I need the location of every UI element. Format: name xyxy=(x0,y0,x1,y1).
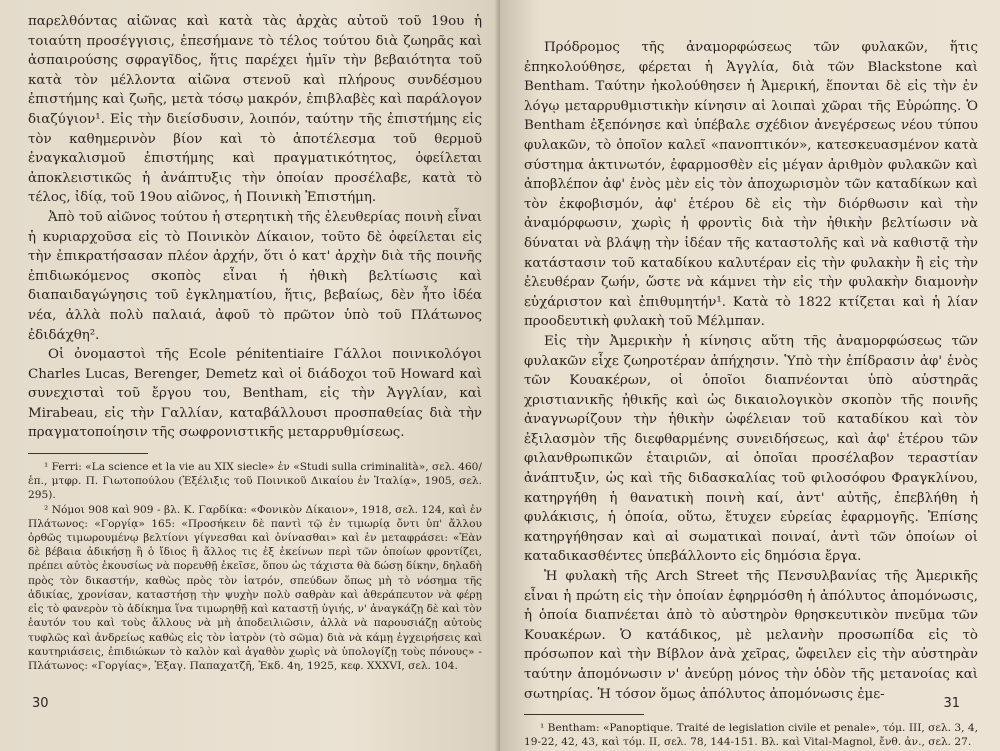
right-paragraph-3: Ἡ φυλακὴ τῆς Arch Street τῆς Πενσυλβανίας τῆς Ἀμερικῆς εἶναι ἡ πρώτη εἰς τὴν ὁποίαν ἐφηρμόσθη ἡ ἀπόλυτος ἀπομόνωσις, ἡ ὁποία διαπνέεται ἀπὸ τὸ αὐστηρὸν θρησκευτικὸν πνεῦμα τῶν Κουακέρων. Ὁ κατάδικος, μὲ μελανὴν προσωπίδα εἰς τὸ πρόσωπον καὶ τὴν Βίβλον ἀνὰ χεῖρας, ὤφειλεν εἰς τὴν αὐστηρὰν ταύτην ἀπομόνωσιν ν' ἀνεύρῃ μόνος τὴν ὁδὸν τῆς μετανοίας καὶ σωτηρίας. Ἡ τόσον ὅμως ἀπόλυτος ἀπομόνωσις ἐμε- xyxy=(524,569,978,702)
left-page-number: 30 xyxy=(32,696,49,711)
right-footnote-rule xyxy=(524,714,644,715)
left-paragraph-3: Οἱ ὀνομαστοὶ τῆς Ecole pénitentiaire Γάλλοι ποινικολόγοι Charles Lucas, Berenger, Demetz καὶ οἱ διάδοχοι τοῦ Howard καὶ συνεχισταὶ τοῦ ἔργου του, Bentham, εἰς τὴν Ἀγγλίαν, καὶ Mirabeau, εἰς τὴν Γαλλίαν, καταβάλλουσι προσπαθείας διὰ τὴν πραγματοποίησιν τῆς σωφρονιστικῆς μεταρρυθμίσεως. xyxy=(28,347,482,441)
right-paragraph-2: Εἰς τὴν Ἀμερικὴν ἡ κίνησις αὕτη τῆς ἀναμορφώσεως τῶν φυλακῶν εἶχε ζωηροτέραν ἀπήχησιν. Ὑπὸ τὴν ἐπίδρασιν ἀφ' ἑνὸς τῶν Κουακέρων, οἱ ὁποῖοι διαπνέονται ὑπὸ αὐστηρᾶς χριστιανικῆς ἠθικῆς καὶ ὡς δικαιολογικὸν σκοπὸν τῆς ποινῆς ἀναγνωρίζουν τὴν ἠθικὴν ὠφέλειαν τοῦ καταδίκου καὶ τὸν ἐξιλασμὸν τῆς διεφθαρμένης συνειδήσεως, καὶ ἀφ' ἑτέρου τῶν φιλανθρωπικῶν ἑταιριῶν, αἱ ὁποῖαι προσέλαβον τεραστίαν ἀνάπτυξιν, ὡς καὶ τῆς διδασκαλίας τοῦ φιλοσόφου Φραγκλίνου, κατηργήθη ἡ θανατικὴ ποινὴ καί, ἀντ' αὐτῆς, ἐπεβλήθη ἡ φυλάκισις, ἡ ὁποία, οὕτω, ἔτυχεν εὐρείας ἐφαρμογῆς. Ἐπίσης κατηργήθησαν καὶ αἱ σωματικαὶ ποιναί, ἀντὶ τῶν ὁποίων οἱ καταδικασθέντες ὑπεβάλλοντο εἰς δημόσια ἔργα. xyxy=(524,333,978,565)
left-paragraph-1: παρελθόντας αἰῶνας καὶ κατὰ τὰς ἀρχὰς αὐτοῦ τοῦ 19ου ἡ τοιαύτη προσέγγισις, ἐπεσήμανε τὸ τέλος τούτου διὰ ζωηρᾶς καὶ ἀσπαιρούσης σφραγῖδος, ἥτις παρέχει ἡμῖν τὴν βεβαιότητα τοῦ κατὰ τὸν μέλλοντα αἰῶνα στενοῦ καὶ πλήρους συνδέσμου ἐπιστήμης καὶ ζωῆς, μετὰ τόσῳ μακρόν, ἐπιβλαβὲς καὶ παράλογον διαζύγιον¹. Εἰς τὴν διείσδυσιν, λοιπόν, ταύτην τῆς ἐπιστήμης εἰς τὸν καθημερινὸν βίον καὶ τὸ ἀποτέλεσμα τοῦ θερμοῦ ἐναγκαλισμοῦ ἐπιστήμης καὶ πραγματικότητος, ὀφείλεται ἀποκλειστικῶς ἡ ἀνάπτυξις τὴν ὁποίαν προσέλαβε, κατὰ τὸ τέλος, ἰδίᾳ, τοῦ 19ου αἰῶνος, ἡ Ποινικὴ Ἐπιστήμη. xyxy=(28,14,482,206)
right-paragraph-1: Πρόδρομος τῆς ἀναμορφώσεως τῶν φυλακῶν, ἥτις ἐπηκολούθησε, φέρεται ἡ Ἀγγλία, διὰ τῶν Blackstone καὶ Bentham. Ταύτην ἠκολούθησεν ἡ Ἀμερική, ἕπονται δὲ εἰς τὴν ἐν λόγῳ μεταρρυθμιστικὴν κίνησιν αἱ λοιπαὶ χῶραι τῆς Εὐρώπης. Ὁ Bentham ἐξεπόνησε καὶ ὑπέβαλε σχέδιον ἀνεγέρσεως νέου τύπου φυλακῶν, τὸ ὁποῖον καλεῖ «πανοπτικόν», κατεσκευασμένον κατὰ σύστημα ἀκτινωτόν, ἐφαρμοσθὲν εἰς μέγαν ἀριθμὸν φυλακῶν καὶ ἀποβλέπον ἀφ' ἑνὸς μὲν εἰς τὸν ἀποχωρισμὸν τῶν καταδίκων καὶ τὸν ἐκφοβισμόν, ἀφ' ἑτέρου δὲ εἰς τὴν διόρθωσιν καὶ τὴν ἀναμόρφωσιν, χωρὶς ἡ φροντὶς διὰ τὴν ἠθικὴν βελτίωσιν νὰ δύναται νὰ βλάψῃ τὴν ἰδέαν τῆς καταστολῆς καὶ νὰ καθιστᾷ τὴν κατάστασιν τοῦ καταδίκου καλυτέραν εἰς τὴν φυλακὴν ἢ εἰς τὴν ἐλευθέραν ζωήν, ὥστε νὰ κάμνει τὴν εἰς τὴν φυλακὴν διαμονὴν εὐχάριστον καὶ ἐπιθυμητήν¹. Κατὰ τὸ 1822 κτίζεται καὶ ἡ λίαν προοδευτικὴ φυλακὴ τοῦ Μέλμπαν. xyxy=(524,40,978,330)
right-body-text xyxy=(524,38,978,704)
left-paragraph-2: Ἀπὸ τοῦ αἰῶνος τούτου ἡ στερητικὴ τῆς ἐλευθερίας ποινὴ εἶναι ἡ κυριαρχοῦσα εἰς τὸ Ποινικὸν Δίκαιον, τοῦτο δὲ ὀφείλεται εἰς τὴν ἐπικρατήσασαν πλέον ἀρχήν, ὅτι ὁ κατ' ἀρχὴν διὰ τῆς ποινῆς ἐπιδιωκόμενος σκοπὸς εἶναι ἡ ἠθικὴ βελτίωσις καὶ διαπαιδαγώγησις τοῦ ἐγκληματίου, ἥτις, βεβαίως, δὲν ἦτο ἰδέα νέα, ἀλλὰ πολὺ παλαιά, ἀφοῦ τὸ πρῶτον ὑπὸ τοῦ Πλάτωνος ἐδιδάχθη². xyxy=(28,209,482,343)
left-footnote-rule xyxy=(28,453,148,454)
right-page-number: 31 xyxy=(943,696,960,711)
left-footnote-1: ¹ Ferri: «La science et la vie au XIX siecle» ἐν «Studi sulla criminalità», σελ. 460/ἑπ., μτφρ. Π. Γιωτοπούλου (Ἐξέλιξις τοῦ Ποινικοῦ Δικαίου ἐν Ἰταλίᾳ», 1905, σελ. 295). xyxy=(28,461,482,502)
right-footnote-1: ¹ Bentham: «Panoptique. Traité de legislation civile et penale», τόμ. III, σελ. 3, 4, 19-22, 42, 43, καὶ τόμ. II, σελ. 78, 144-151. Βλ. καὶ Vital-Magnol, ἔνθ. ἀν., σελ. 27. xyxy=(524,722,978,749)
left-footnote-2: ² Νόμοι 908 καὶ 909 - βλ. Κ. Γαρδίκα: «Φονικὸν Δίκαιον», 1918, σελ. 124, καὶ ἐν Πλάτωνος: «Γοργίᾳ» 165: «Προσήκειν δὲ παντὶ τῷ ἐν τιμωρίᾳ ὄντι ὑπ' ἄλλου ὀρθῶς τιμωρουμένῳ βελτίονι γίγνεσθαι καὶ ὀνίνασθαι» καὶ ἐν μεταφράσει: «Ἐὰν δὲ βέβαια ἀδικήσῃ ἢ ὁ ἴδιος ἢ ἄλλος τις ἐξ ἐκείνων περὶ τῶν ὁποίων φροντίζει, πρέπει αὐτὸς ἑκουσίως νὰ πορευθῇ ἐκεῖσε, ὅπου ὡς τάχιστα θὰ δώσῃ δίκην, δηλαδὴ πρὸς τὸν δικαστήν, καθὼς πρὸς τὸν ἰατρόν, σπεύδων ὅπως μὴ τὸ νόσημα τῆς ἀδικίας, χρονίσαν, καταστήσῃ τὴν ψυχὴν πολὺ σαθρὰν καὶ ἀθεράπευτον νὰ φέρῃ εἰς τὸ φανερὸν τὸ ἀδίκημα ἵνα τιμωρηθῇ καὶ καταστῇ ὑγιής, ν' ἀναγκάζῃ δὲ καὶ τὸν ἑαυτόν του καὶ τοὺς ἄλλους νὰ μὴ ἀποδειλιῶσιν, ἀλλὰ νὰ παρουσιάζῃ αὐτοὺς τυφλῶς καὶ ἀνδρείως καθὼς εἰς τὸν ἰατρὸν (τὸ σῶμα) διὰ νὰ κάμῃ ἐγχειρήσεις καὶ καυτηριάσεις, ἐπιδιώκων τὸ καλὸν καὶ ἀγαθὸν χωρὶς νὰ ὑπολογίζῃ τοὺς πόνους» - Πλάτωνος: «Γοργίας», Ἐξαγ. Παπαχατζῆ, Ἐκδ. 4η, 1925, κεφ. XXXVI, σελ. 104. xyxy=(28,503,482,672)
right-page xyxy=(500,0,1000,751)
right-footnotes xyxy=(524,721,978,749)
left-footnotes xyxy=(28,460,482,673)
left-body-text xyxy=(28,12,482,443)
